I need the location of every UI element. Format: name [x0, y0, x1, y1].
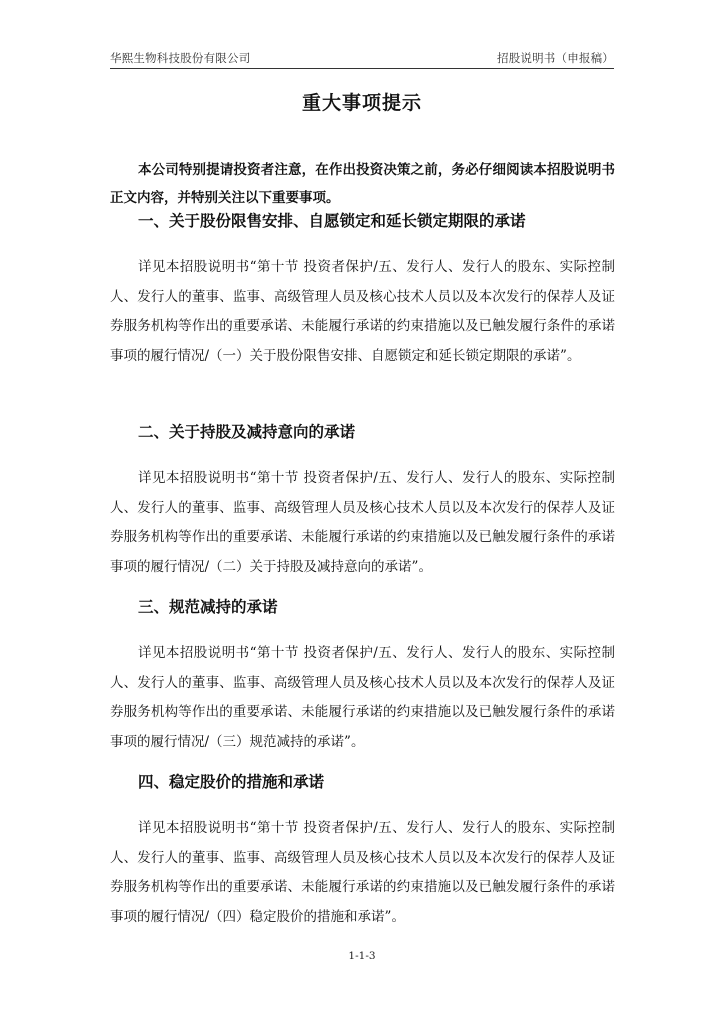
section-heading: 二、关于持股及减持意向的承诺 — [138, 423, 356, 441]
section-3 — [110, 595, 615, 757]
section-2 — [110, 420, 615, 582]
section-heading: 三、规范减持的承诺 — [138, 598, 278, 616]
page-header — [110, 50, 614, 69]
intro-paragraph: 本公司特别提请投资者注意，在作出投资决策之前，务必仔细阅读本招股说明书正文内容，并特别关注以下重要事项。 — [110, 161, 615, 206]
page-number: 1-1-3 — [348, 950, 376, 962]
section-body: 详见本招股说明书“第十节 投资者保护/五、发行人、发行人的股东、实际控制人、发行人的董事、监事、高级管理人员及核心技术人员以及本次发行的保荐人及证券服务机构等作出的重要承诺、未能履行承诺的约束措施以及已触发履行条件的承诺事项的履行情况/（二）关于持股及减持意向的承诺”。 — [110, 470, 615, 575]
header-document-type: 招股说明书（申报稿） — [497, 51, 614, 65]
section-4 — [110, 770, 615, 932]
section-1 — [110, 209, 615, 371]
section-heading: 四、稳定股价的措施和承诺 — [138, 773, 325, 791]
section-body: 详见本招股说明书“第十节 投资者保护/五、发行人、发行人的股东、实际控制人、发行人的董事、监事、高级管理人员及核心技术人员以及本次发行的保荐人及证券服务机构等作出的重要承诺、未能履行承诺的约束措施以及已触发履行条件的承诺事项的履行情况/（四）稳定股价的措施和承诺”。 — [110, 820, 615, 925]
section-body: 详见本招股说明书“第十节 投资者保护/五、发行人、发行人的股东、实际控制人、发行人的董事、监事、高级管理人员及核心技术人员以及本次发行的保荐人及证券服务机构等作出的重要承诺、未能履行承诺的约束措施以及已触发履行条件的承诺事项的履行情况/（三）规范减持的承诺”。 — [110, 645, 615, 750]
section-body: 详见本招股说明书“第十节 投资者保护/五、发行人、发行人的股东、实际控制人、发行人的董事、监事、高级管理人员及核心技术人员以及本次发行的保荐人及证券服务机构等作出的重要承诺、未能履行承诺的约束措施以及已触发履行条件的承诺事项的履行情况/（一）关于股份限售安排、自愿锁定和延长锁定期限的承诺”。 — [110, 259, 615, 364]
header-company-name: 华熙生物科技股份有限公司 — [110, 51, 251, 65]
page-title: 重大事项提示 — [301, 92, 422, 114]
section-heading: 一、关于股份限售安排、自愿锁定和延长锁定期限的承诺 — [138, 212, 526, 230]
